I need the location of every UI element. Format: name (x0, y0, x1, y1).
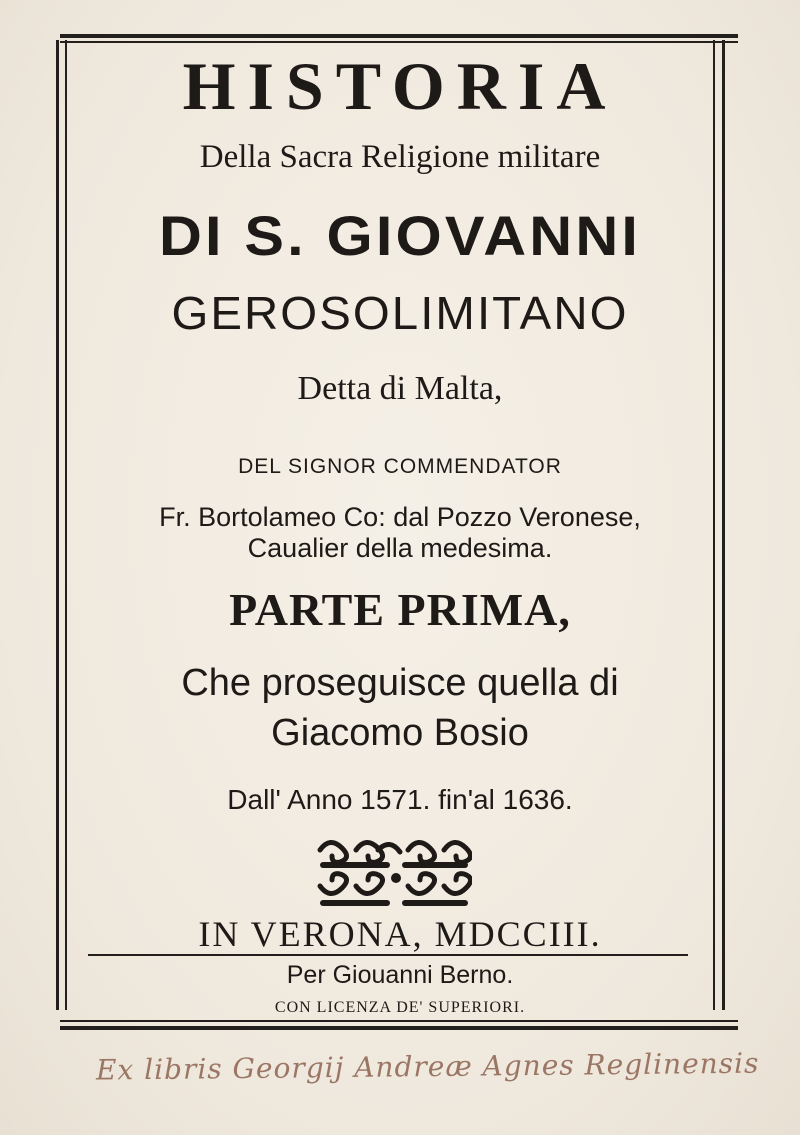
imprint-license: CON LICENZA DE' SUPERIORI. (274, 999, 526, 1016)
author-label: DEL SIGNOR COMMENDATOR (238, 455, 562, 478)
printer-ornament-icon (312, 830, 472, 912)
book-subtitle: Della Sacra Religione militare (199, 139, 601, 175)
order-alias: Detta di Malta, (297, 370, 503, 407)
bottom-rule-outer (60, 1026, 738, 1030)
date-range: Dall' Anno 1571. fin'al 1636. (227, 784, 573, 815)
dedication-line-2: GEROSOLIMITANO (171, 287, 629, 339)
handwritten-inscription: Ex libris Georgij Andreæ Agnes Reglinensis (95, 1046, 760, 1087)
imprint-printer: Per Giouanni Berno. (286, 961, 514, 989)
author-title: Caualier della medesima. (247, 533, 553, 563)
imprint-rule (88, 954, 688, 956)
top-rule-outer (60, 34, 738, 38)
imprint-place-year: IN VERONA, MDCCIII. (198, 914, 602, 954)
continuation-line-2: Giacomo Bosio (271, 712, 529, 754)
author-name: Fr. Bortolameo Co: dal Pozzo Veronese, (159, 502, 641, 532)
dedication-line-1: DI S. GIOVANNI (158, 204, 642, 267)
bottom-rule-inner (60, 1020, 738, 1022)
continuation-line-1: Che proseguisce quella di (181, 662, 619, 704)
left-rule-outer (56, 40, 59, 1010)
book-title: HISTORIA (182, 48, 618, 124)
part-title: PARTE PRIMA, (229, 584, 571, 635)
top-rule-inner (60, 41, 738, 43)
